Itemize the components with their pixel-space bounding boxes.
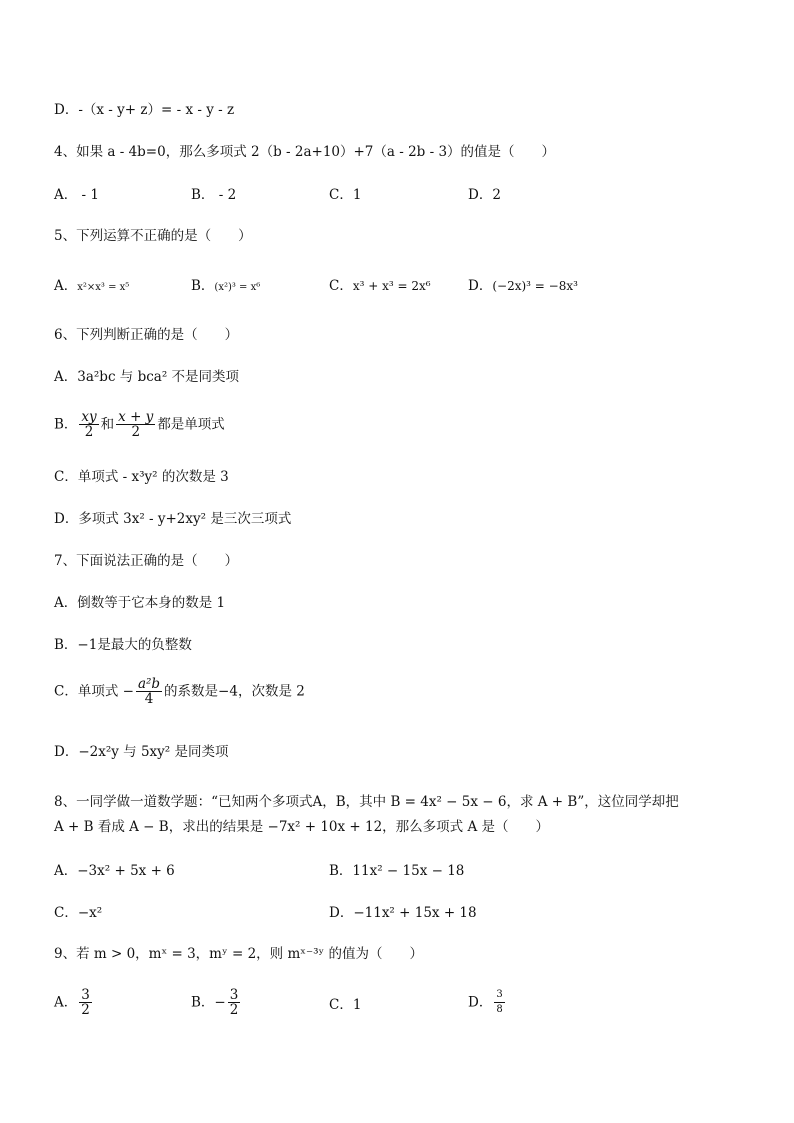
fraction-numerator: 3 bbox=[229, 987, 239, 1003]
q4-stem: 4、如果 a - 4b=0，那么多项式 2（b - 2a+10）+7（a - 2b - 3）的值是（ ） bbox=[54, 144, 556, 160]
q4-option-a: A． - 1 bbox=[54, 187, 99, 203]
q6-stem: 6、下列判断正确的是（ ） bbox=[54, 327, 239, 343]
q6-option-c: C．单项式 - x³y² 的次数是 3 bbox=[54, 469, 229, 485]
option-label: A． bbox=[54, 994, 78, 1011]
q4-option-b: B． - 2 bbox=[191, 187, 237, 203]
q8-option-a: A．−3x² + 5x + 6 bbox=[54, 863, 175, 879]
fraction bbox=[79, 410, 98, 439]
q6-option-d: D．多项式 3x² - y+2xy² 是三次三项式 bbox=[54, 511, 292, 527]
fraction-denominator: 2 bbox=[131, 424, 141, 440]
q8-option-b: B．11x² − 15x − 18 bbox=[329, 863, 465, 879]
fraction-denominator: 2 bbox=[81, 1002, 90, 1018]
option-label: D． bbox=[468, 278, 493, 294]
q7-option-a: A．倒数等于它本身的数是 1 bbox=[54, 595, 226, 611]
q5-d-expr: (−2x)³ = −8x³ bbox=[492, 279, 578, 293]
q7-option-c bbox=[54, 677, 305, 706]
q4-option-d: D．2 bbox=[468, 187, 501, 203]
fraction bbox=[228, 988, 241, 1017]
q8-stem-line1: 8、一同学做一道数学题：“已知两个多项式A，B，其中 B = 4x² − 5x − 6，求 A + B”，这位同学却把 bbox=[54, 794, 679, 810]
q9-option-d bbox=[468, 988, 507, 1017]
q9-option-c: C．1 bbox=[329, 997, 362, 1013]
q5-option-d bbox=[468, 277, 578, 295]
q8-stem-line2: A + B 看成 A − B，求出的结果是 −7x² + 10x + 12，那么多项式 A 是（ ） bbox=[54, 819, 550, 835]
option-text: 的系数是−4，次数是 2 bbox=[164, 683, 305, 700]
q5-b-expr: (x²)³ = x⁶ bbox=[214, 282, 261, 293]
fraction-numerator: a²b bbox=[137, 676, 161, 692]
option-label: B．− bbox=[191, 994, 226, 1011]
fraction-denominator: 2 bbox=[229, 1002, 239, 1018]
fraction bbox=[136, 677, 162, 706]
q8-option-c: C．−x² bbox=[54, 905, 103, 921]
q8-option-d: D．−11x² + 15x + 18 bbox=[329, 905, 477, 921]
option-label: D． bbox=[468, 994, 493, 1011]
q5-stem: 5、下列运算不正确的是（ ） bbox=[54, 228, 252, 244]
q5-option-c bbox=[329, 277, 431, 295]
fraction bbox=[116, 410, 155, 439]
q5-c-expr: x³ + x³ = 2x⁶ bbox=[352, 279, 431, 293]
fraction-numerator: 3 bbox=[494, 988, 504, 1003]
q7-option-b: B．−1是最大的负整数 bbox=[54, 637, 192, 653]
q5-option-a bbox=[54, 277, 129, 297]
q6-option-a: A．3a²bc 与 bca² 不是同类项 bbox=[54, 369, 240, 385]
fraction-denominator: 2 bbox=[84, 424, 94, 440]
option-label: B． bbox=[54, 416, 78, 433]
q9-option-a bbox=[54, 988, 94, 1017]
connector-text: 和 bbox=[100, 416, 115, 433]
q7-stem: 7、下面说法正确的是（ ） bbox=[54, 553, 239, 569]
fraction bbox=[79, 988, 92, 1017]
option-text: C．单项式 − bbox=[54, 683, 134, 700]
q9-stem: 9、若 m > 0，mˣ = 3，mʸ = 2，则 mˣ⁻³ʸ 的值为（ ） bbox=[54, 946, 424, 962]
q9-option-b bbox=[191, 988, 242, 1017]
q7-option-d: D．−2x²y 与 5xy² 是同类项 bbox=[54, 744, 229, 760]
fraction bbox=[494, 988, 504, 1017]
option-text: 都是单项式 bbox=[157, 416, 225, 433]
fraction-denominator: 4 bbox=[144, 691, 154, 707]
fraction-denominator: 8 bbox=[496, 1004, 503, 1015]
fraction-numerator: x + y bbox=[118, 409, 154, 425]
option-label: A． bbox=[54, 278, 78, 294]
option-label: C． bbox=[329, 278, 353, 294]
fraction-numerator: 3 bbox=[81, 987, 90, 1003]
q5-a-expr: x²×x³ = x⁵ bbox=[77, 282, 130, 293]
q5-option-b bbox=[191, 277, 260, 297]
q4-option-c: C．1 bbox=[329, 187, 362, 203]
fraction-numerator: xy bbox=[81, 409, 97, 425]
q3-option-d: D．-（x - y+ z）= - x - y - z bbox=[54, 102, 235, 118]
q6-option-b bbox=[54, 410, 225, 439]
option-label: B． bbox=[191, 278, 215, 294]
